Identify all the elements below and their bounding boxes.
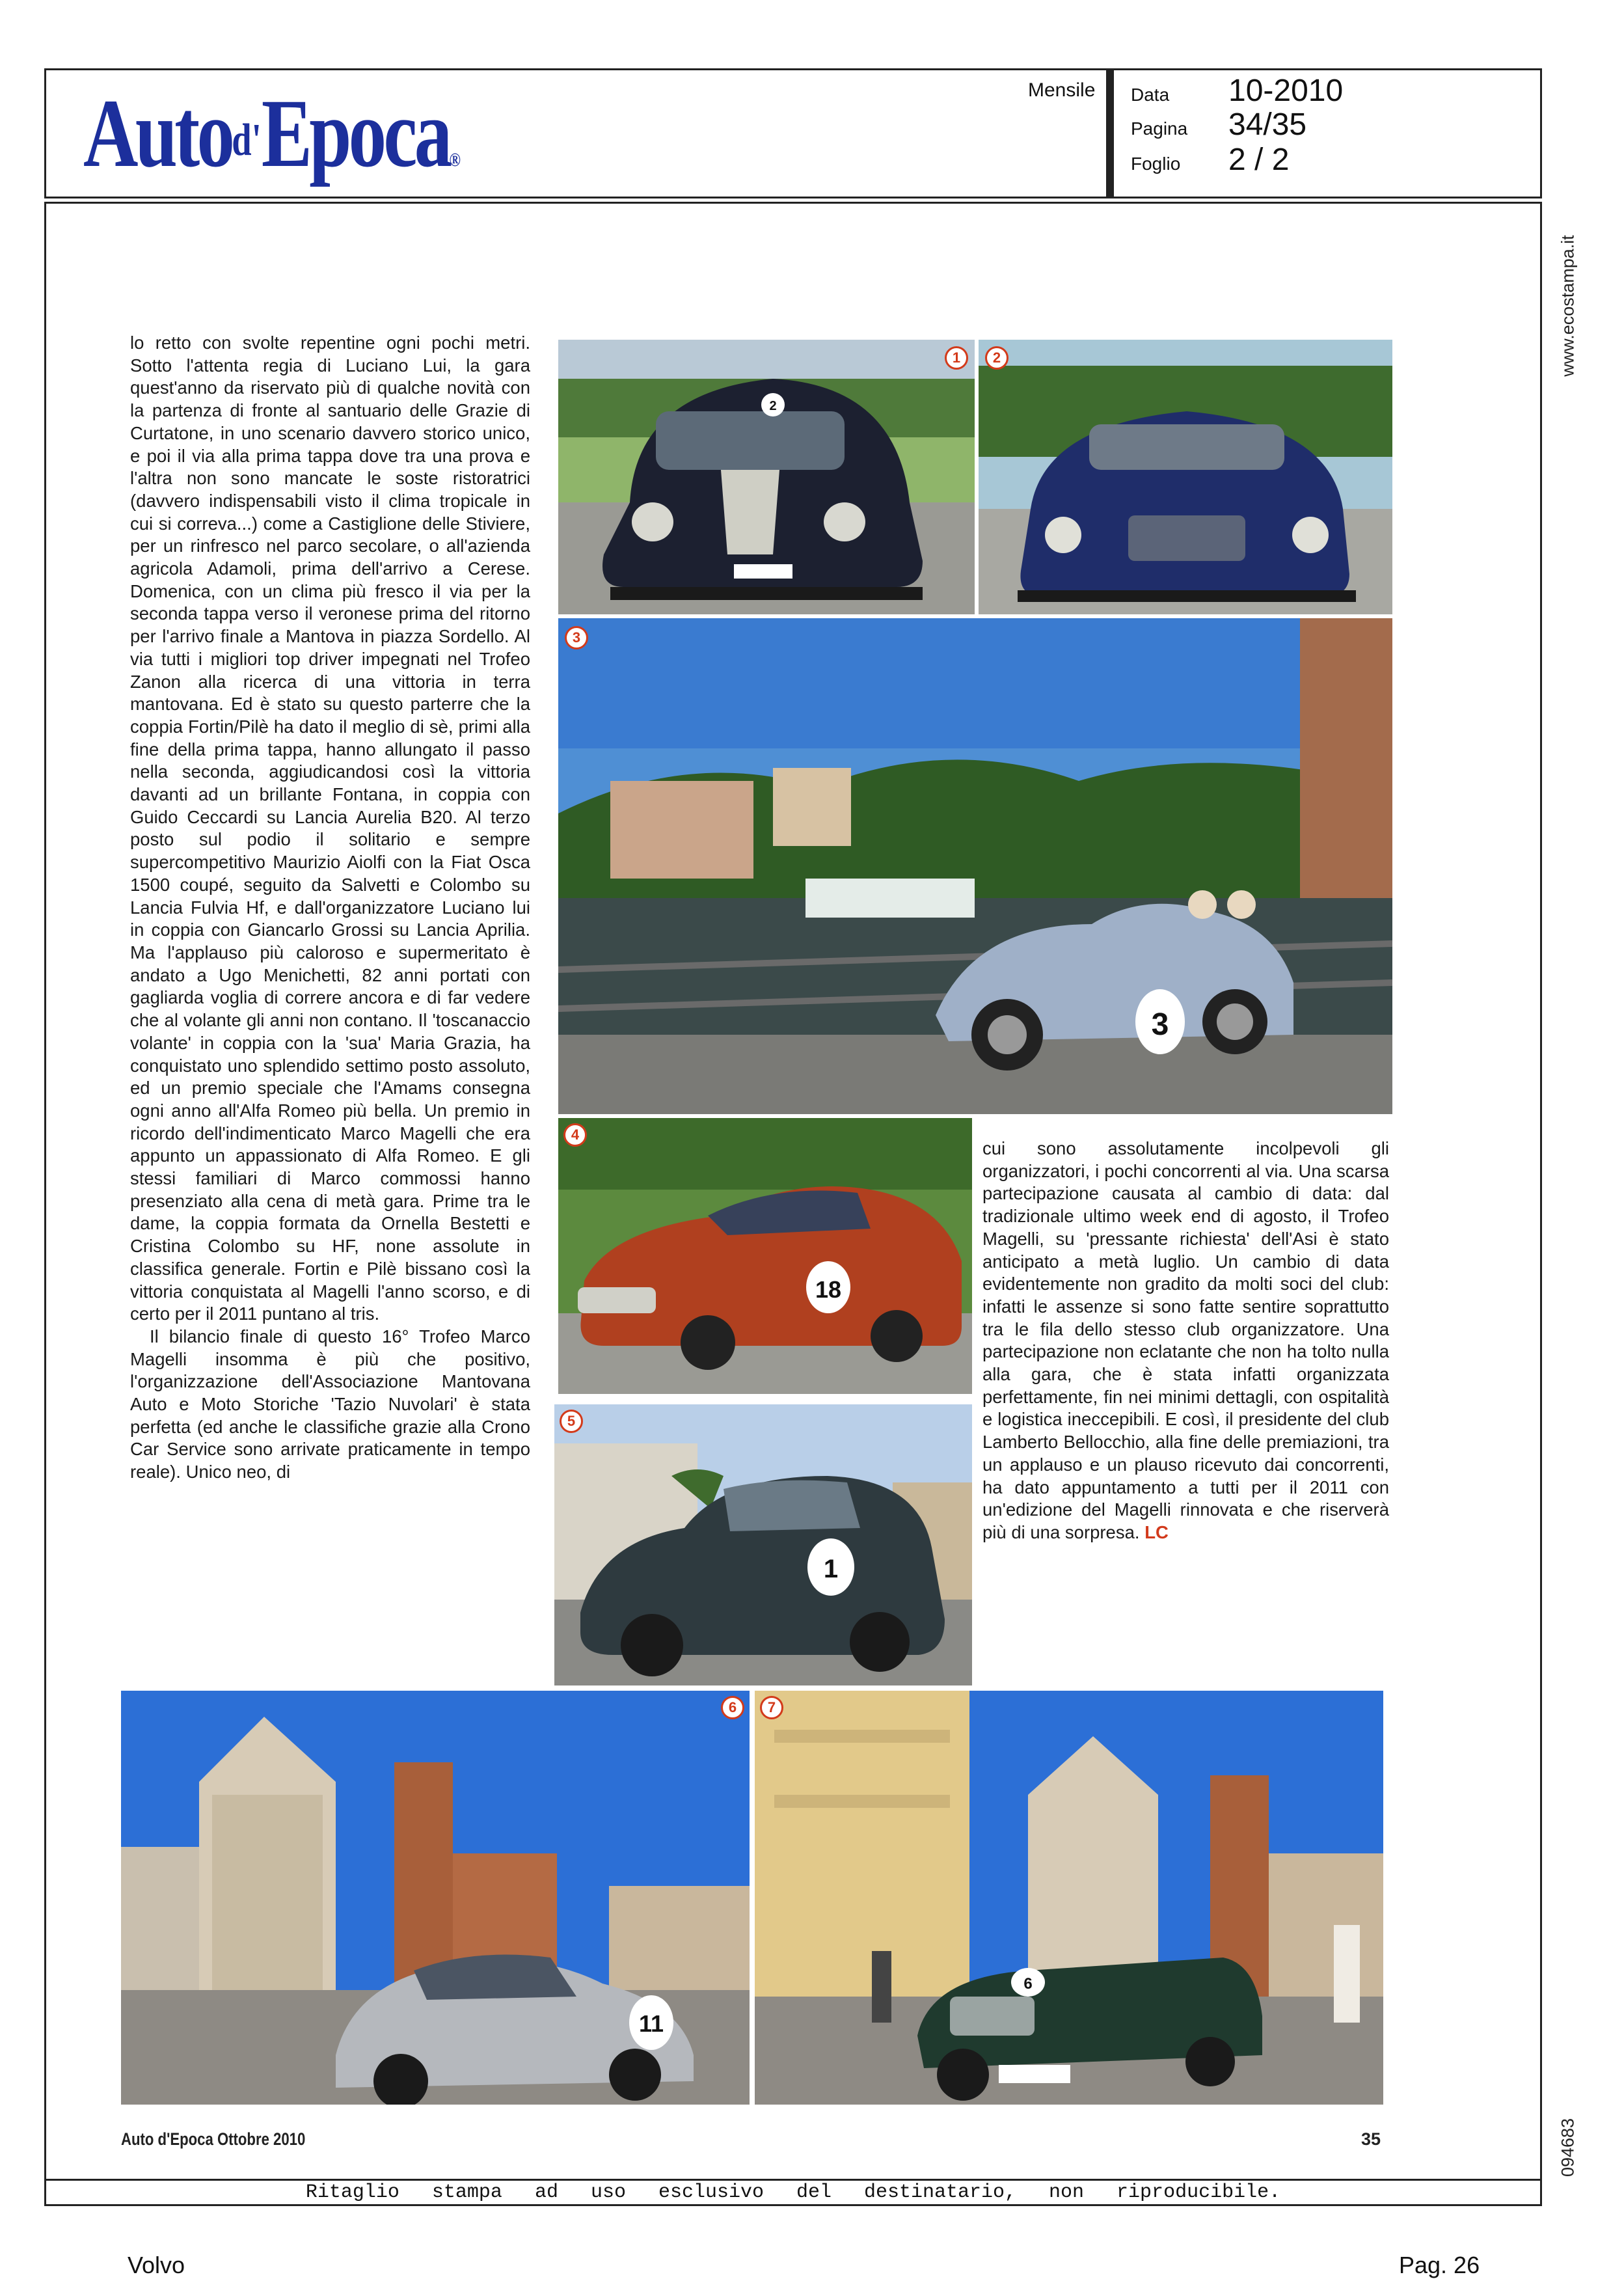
photo-4-volvo bbox=[558, 1118, 972, 1394]
frequency-label: Mensile bbox=[1028, 79, 1096, 101]
photo-3-badge: 3 bbox=[565, 626, 588, 649]
article-paragraph: Il bilancio finale di questo 16° Trofeo Marco Magelli insomma è più che positivo, l'organizzazione dell'Associazione Mantovana Auto e Moto Storiche 'Tazio Nuvolari' è stata perfetta (ed anche le classifiche grazie alla Crono Car Service sono arrivate praticamente in tempo reale). Unico neo, di bbox=[130, 1326, 530, 1482]
meta-sheet-value: 2 / 2 bbox=[1228, 143, 1290, 177]
photo-7-race-number: 6 bbox=[1023, 1975, 1033, 1993]
magazine-logo: Auto$^{d'}$Epoca® bbox=[83, 79, 461, 187]
photo-3-river-jaguar bbox=[558, 618, 1392, 1114]
page-bottom-page-number: Pag. 26 bbox=[1399, 2252, 1480, 2278]
article-paragraph: cui sono assolutamente incolpevoli gli organizzatori, i pochi concorrenti al via. Una scarsa partecipazione causata al cambio di data: dal tradizionale ultimo week end di agosto, il Trofeo Magelli, su 'pressante richiesta' dell'Asi è stato anticipato a metà luglio. Un cambio di data evidentemente non gradito da molti soci del club: infatti le assenze si sono fatte sentire soprattutto tra le fila dello stesso club organizzatore. Una partecipazione non eclatante che non ha tolto nulla alla gara, che è stata infatti organizzata perfettamente, fin nei minimi dettagli, con ospitalità e logistica ineccepibili. E così, il presidente del club Lamberto Bellocchio, alla fine delle premiazioni, tra un applauso e un plauso ricevuto dai concorrenti, ha dato appuntamento a tutti per il 2011 con un'edizione del Magelli rinnovata e che riserverà più di una sorpresa. LC bbox=[982, 1138, 1389, 1542]
photo-6-badge: 6 bbox=[721, 1696, 744, 1719]
side-url: www.ecostampa.it bbox=[1558, 235, 1578, 377]
page-bottom-left-label: Volvo bbox=[128, 2252, 185, 2278]
photo-3-race-number: 3 bbox=[1151, 1007, 1169, 1042]
article-column-2 bbox=[982, 1138, 1389, 1544]
meta-date-value: 10-2010 bbox=[1228, 74, 1344, 108]
photo-5-badge: 5 bbox=[560, 1410, 583, 1433]
photo-7-triumph bbox=[755, 1691, 1383, 2105]
footer-magazine-issue: Auto d'Epoca Ottobre 2010 bbox=[121, 2129, 306, 2149]
photo-2-lancia-blue bbox=[979, 340, 1392, 614]
photo-6-porsche bbox=[121, 1691, 750, 2105]
meta-sheet-label: Foglio bbox=[1131, 154, 1181, 174]
side-code: 094683 bbox=[1558, 2118, 1578, 2177]
photo-1-lancia bbox=[558, 340, 975, 614]
photo-1-race-number: 2 bbox=[769, 399, 777, 413]
article-paragraph: lo retto con svolte repentine ogni pochi metri. Sotto l'attenta regia di Luciano Lui, la gara quest'anno da riservato più di qualche novità con la partenza di fronte al santuario delle Grazie di Curtatone, in uno scenario davvero storico unico, e poi il via alla prima tappa dove tra una prova e l'altra non sono mancate le soste ristoratrici (davvero indispensabili visto il clima tropicale in cui si correva...) come a Castiglione delle Stiviere, per un rinfresco nel parco secolare, o all'azienda agricola Adamoli, prima dell'arrivo a Cerese. Domenica, con un clima più fresco il via per la seconda tappa verso il veronese prima del ritorno per l'arrivo finale a Mantova in piazza Sordello. Al via tutti i migliori top driver impegnati nel Trofeo Zanon alla ricerca di una vittoria in terra mantovana. Ed è stato su questo parterre che la coppia Fortin/Pilè ha dato il meglio di sè, primi alla fine della prima tappa, hanno allungato il passo nella seconda, aggiudicandosi così la vittoria davanti ad un brillante Fontana, in coppia con Guido Ceccardi su Lancia Aurelia B20. Al terzo posto sul podio il solitario e sempre supercompetitivo Maurizio Aiolfi con la Fiat Osca 1500 coupé, seguito da Salvetti e Colombo su Lancia Fulvia Hf, e dall'organizzatore Luciano lui in coppia con Giancarlo Grossi su Lancia Aprilia. Ma l'applauso più caloroso e supermeritato è andato a Ugo Menichetti, 82 anni portati con gagliarda voglia di correre ancora e di far vedere che al volante gli anni non contano. Il 'toscanaccio volante' in coppia con la 'sua' Maria Grazia, ha conquistato uno splendido settimo posto assoluto, ed un premio speciale che l'Amams consegna ogni anno all'Alfa Romeo più bella. Un premio in ricordo dell'indimenticato Marco Magelli che era appunto un appassionato di Alfa Romeo. E gli stessi familiari di Marco commossi hanno presenziato alla cena di metà gara. Prime tra le dame, la coppia formata da Ornella Bestetti e Cristina Colombo su HF, none assolute in classifica generale. Fortin e Pilè bissano così la vittoria conquistata al Magelli l'anno scorso, e di certo per il 2011 puntano al tris. bbox=[130, 333, 530, 1324]
article-column-1 bbox=[130, 332, 530, 1484]
photo-5-aprilia bbox=[554, 1404, 972, 1685]
photo-2-badge: 2 bbox=[985, 346, 1008, 370]
photo-4-badge: 4 bbox=[563, 1123, 587, 1147]
meta-date-label: Data bbox=[1131, 85, 1170, 105]
photo-1-badge: 1 bbox=[945, 346, 968, 370]
meta-page-label: Pagina bbox=[1131, 118, 1188, 139]
meta-page-value: 34/35 bbox=[1228, 107, 1307, 142]
photo-7-badge: 7 bbox=[760, 1696, 783, 1719]
footer-page-number: 35 bbox=[1361, 2129, 1381, 2149]
reproduction-notice: Ritaglio stampa ad uso esclusivo del destinatario, non riproducibile. bbox=[305, 2181, 1281, 2204]
photo-6-race-number: 11 bbox=[638, 2010, 664, 2037]
photo-4-race-number: 18 bbox=[815, 1276, 842, 1303]
author-signature: LC bbox=[1144, 1522, 1169, 1542]
photo-5-race-number: 1 bbox=[823, 1555, 839, 1583]
